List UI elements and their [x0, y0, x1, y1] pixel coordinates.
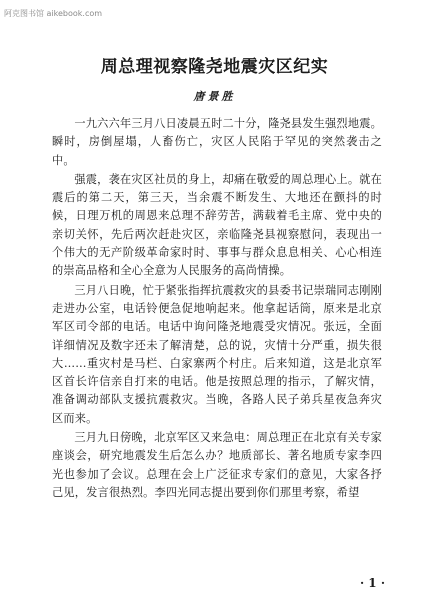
paragraph: 一九六六年三月八日凌晨五时二十分，隆尧县发生强烈地震。瞬时，房倒屋塌，人畜伤亡，灾区人民陷于罕见的突然袭击之中。 [52, 117, 382, 167]
watermark-text: 阿克图书馆 aikebook.com [4, 9, 103, 18]
paragraph: 强震，袭在灾区社员的身上，却痛在敬爱的周总理心上。就在震后的第二天，第三天，当余震不断发生、大地还在颤抖的时候，日理万机的周恩来总理不辞劳苦，满载着毛主席、党中央的亲切关怀，先后两次赶赴灾区，亲临隆尧县视察慰问，表现出一个伟大的无产阶级革命家时时、事事与群众息息相关、心心相连的崇高品格和全心全意为人民服务的高尚情操。 [52, 172, 382, 278]
page-number: · 1 · [359, 576, 385, 590]
article-title: 周总理视察隆尧地震灾区纪实 [100, 57, 329, 77]
paragraph: 三月八日晚，忙于紧张指挥抗震救灾的县委书记崇瑞同志刚刚走进办公室，电话铃便急促地响起来。他拿起话筒，原来是北京军区司令部的电话。电话中询问隆尧地震受灾情况。张远，全面详细情况及数字还未了解清楚，总的说，灾情十分严重，损失很大……重灾村是马栏、白家寨两个村庄。后来知道，这是北京军区首长许信亲自打来的电话。他是按照总理的指示，了解灾情，准备调动部队支援抗震救灾。当晚，各路人民子弟兵星夜急奔灾区而来。 [52, 283, 382, 425]
article-body [52, 115, 382, 503]
article-author: 唐景胜 [193, 90, 236, 103]
paragraph: 三月九日傍晚，北京军区又来急电：周总理正在北京有关专家座谈会，研究地震发生后怎么办？地质部长、著名地质专家李四光也参加了会议。总理在会上广泛征求专家们的意见，大家各抒己见，发言很热烈。李四光同志提出要到你们那里考察，希望 [52, 431, 382, 499]
